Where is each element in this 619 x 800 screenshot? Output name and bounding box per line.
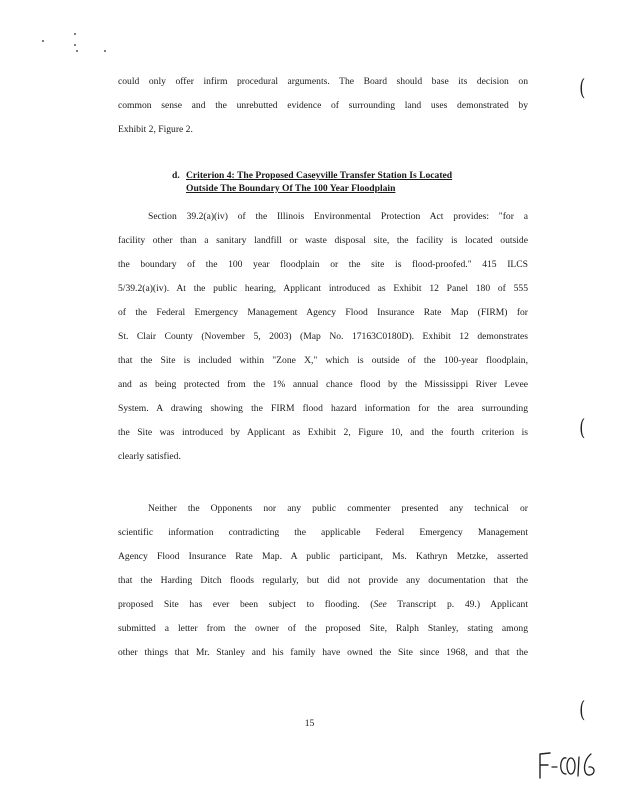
text-line: the Site was introduced by Applicant as Exhibit 2, Figure 10, and the fourth criterion is: [118, 427, 528, 438]
scan-speck: [76, 50, 78, 52]
heading-line: Criterion 4: The Proposed Caseyville Transfer Station Is Located: [186, 170, 453, 181]
text-line: facility other than a sanitary landfill or waste disposal site, the facility is located outside: [118, 235, 528, 246]
citation-signal: See: [373, 599, 387, 610]
text-line: 5/39.2(a)(iv). At the public hearing, Applicant introduced as Exhibit 12 Panel 180 of 555: [118, 283, 528, 294]
scan-speck: [74, 33, 76, 35]
text-line: System. A drawing showing the FIRM flood hazard information for the area surrounding: [118, 403, 528, 414]
text-line: scientific information contradicting the applicable Federal Emergency Management: [118, 527, 528, 538]
text-line: Exhibit 2, Figure 2.: [118, 124, 193, 135]
scan-specks: [40, 30, 120, 60]
text-line: St. Clair County (November 5, 2003) (Map No. 17163C0180D). Exhibit 12 demonstrates: [118, 331, 528, 342]
handwritten-stamp: [536, 748, 606, 782]
page-number: 15: [304, 718, 315, 729]
text-span: Transcript p. 49.) Applicant: [386, 599, 528, 610]
text-line: [118, 593, 528, 617]
text-line: that the Site is included within "Zone X," which is outside of the 100-year floodplain,: [118, 355, 528, 366]
text-line: common sense and the unrebutted evidence of surrounding land uses demonstrated by: [118, 100, 528, 111]
text-line: Agency Flood Insurance Rate Map. A public participant, Ms. Kathryn Metzke, asserted: [118, 551, 528, 562]
heading-line: Outside The Boundary Of The 100 Year Floodplain: [186, 183, 396, 194]
text-span: Neither the Opponents nor any public commenter presented any technical or: [148, 503, 528, 514]
section-heading: [172, 169, 512, 195]
binder-hole-mark: (: [579, 698, 586, 723]
paragraph-continuation: [118, 70, 528, 142]
text-line: of the Federal Emergency Management Agency Flood Insurance Rate Map (FIRM) for: [118, 307, 528, 318]
paragraph-opponents: [118, 497, 528, 665]
scan-speck: [104, 50, 106, 52]
text-line: other things that Mr. Stanley and his family have owned the Site since 1968, and that the: [118, 647, 528, 658]
text-line: submitted a letter from the owner of the proposed Site, Ralph Stanley, stating among: [118, 623, 528, 634]
binder-hole-mark: (: [579, 416, 586, 441]
text-line: clearly satisfied.: [118, 451, 181, 462]
text-line: and as being protected from the 1% annual chance flood by the Mississippi River Levee: [118, 379, 528, 390]
scan-speck: [42, 40, 44, 42]
text-line: could only offer infirm procedural arguments. The Board should base its decision on: [118, 76, 528, 87]
heading-letter: d.: [172, 170, 180, 181]
text-line: the boundary of the 100 year floodplain or the site is flood-proofed." 415 ILCS: [118, 259, 528, 270]
text-span: proposed Site has ever been subject to flooding. (: [118, 599, 374, 610]
text-line: that the Harding Ditch floods regularly, but did not provide any documentation that the: [118, 575, 528, 586]
text-line: [118, 497, 528, 521]
scan-speck: [74, 44, 76, 46]
text-span: Section 39.2(a)(iv) of the Illinois Environmental Protection Act provides: "for a: [148, 211, 528, 222]
binder-hole-mark: (: [579, 76, 586, 101]
paragraph-criterion-4: [118, 205, 528, 469]
text-line: [118, 205, 528, 229]
